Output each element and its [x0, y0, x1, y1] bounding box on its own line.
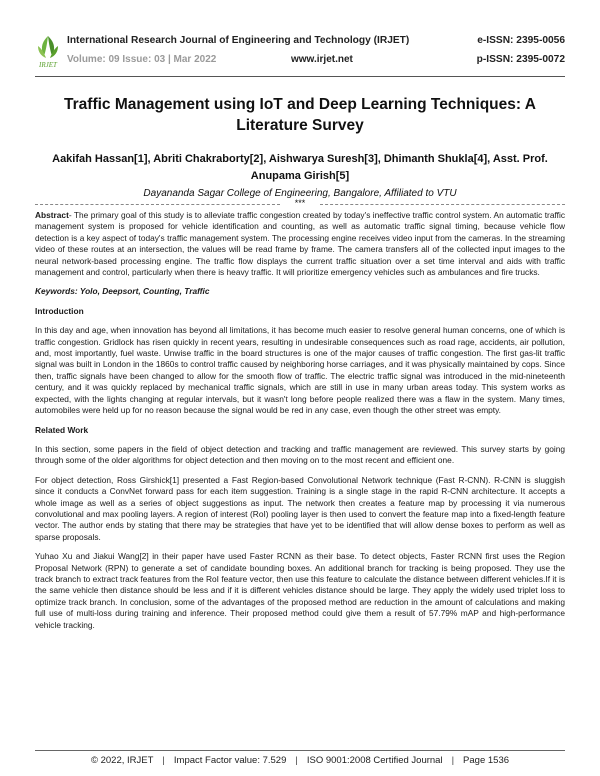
- keywords: Keywords: Yolo, Deepsort, Counting, Traffic: [35, 286, 210, 297]
- header-divider: [35, 76, 565, 77]
- related-work-heading: Related Work: [35, 424, 89, 435]
- footer-impact-factor: Impact Factor value: 7.529: [173, 755, 287, 766]
- paper-title: Traffic Management using IoT and Deep Learning Techniques: A Literature Survey: [64, 96, 536, 134]
- journal-header: [35, 32, 565, 72]
- p-issn: p-ISSN: 2395-0072: [476, 54, 565, 65]
- related-work-paragraph-1: In this section, some papers in the field of object detection and tracking and traffic management are reviewed. This survey starts by going through some of the older algorithms for object detection and then moving on to the most recent and efficient one.: [35, 443, 565, 466]
- volume-issue: Volume: 09 Issue: 03 | Mar 2022: [67, 54, 217, 65]
- journal-name: International Research Journal of Engineering and Technology (IRJET): [67, 35, 410, 46]
- separator-dash-right: [320, 204, 565, 205]
- page-footer: © 2022, IRJET | Impact Factor value: 7.529 | ISO 9001:2008 Certified Journal | Page 1536: [90, 755, 510, 766]
- section-separator: [35, 199, 565, 209]
- related-work-paragraph-3: Yuhao Xu and Jiakui Wang[2] in their paper have used Faster RCNN as their base. To detect objects, Faster RCNN first uses the Region Proposal Network (RPN) to generate a set of candidate bounding boxes. An additional branch for tracking is being proposed. They use the track branch to extract track features from the RoI feature vector, then use this feature to calculate the distance between different vehicles.If it is the same vehicle then distance should be less and if it is different vehicles distance should be large. They apply the widely used triplet loss to optimize track branch. In conclusion, some of the advantages of the proposed method are reduction in the amount of calculations and making full use of multi-loss during training and inference. Their proposed method could give them a result of 57.79% mAP and high-performance vehicle tracking.: [35, 551, 565, 630]
- separator-stars: ***: [294, 198, 306, 208]
- irjet-logo-icon: [35, 34, 61, 70]
- svg-text:IRJET: IRJET: [39, 61, 57, 69]
- paper-authors: [30, 151, 570, 185]
- footer-page-number: Page 1536: [463, 755, 510, 766]
- separator-dash-left: [35, 204, 280, 205]
- related-work-paragraph-2: For object detection, Ross Girshick[1] presented a Fast Region-based Convolutional Network technique (Fast R-CNN). R-CNN is sluggish since it conducts a ConvNet forward pass for each item suggestion. Training is a single stage in the rapid R-CNN architecture. It accepts a whole image as well as a series of object suggestions as input. The network then creates a feature map by processing it via numerous convolutional and max pooling layers. A region of interest (RoI) pooling layer is then used to convert the feature map into a fixed-length feature vector. The author ends by stating that there may be strategies that have yet to be identified that will allow dense boxes to perform as well as sparse proposals.: [35, 474, 565, 542]
- abstract-label: Abstract: [35, 210, 69, 220]
- footer-copyright: © 2022, IRJET: [90, 755, 154, 766]
- introduction-paragraph: In this day and age, when innovation has beyond all limitations, it has become much easier to resolve general human concerns, one of which is traffic congestion. Gridlock has risen quickly in recent years, resulting in undesirable consequences such as road rage, accidents, air pollution, and, most importantly, fuel waste. Unwise traffic in the board structures is one of the major causes of traffic congestion. The first gas-lit traffic signal was built in London in the 1860s to control traffic caused by neighboring horse carriages, and it was physically maintained by cops. Since then, traffic signals have been changed to allow for the smooth flow of traffic. The electric traffic signal was introduced in the mid-nineteenth century, and it was quickly replaced by mechanical traffic signals, which are still in use in many urban areas today. This system works as expected, with the lights changing at regular intervals, but it wasn't long before people realized there was a flaw in the system. Many times, automobiles were held up for no reason because the signal would be red in any case, even though the other street was empty.: [35, 325, 565, 416]
- introduction-heading: Introduction: [35, 305, 84, 316]
- abstract-text: - The primary goal of this study is to alleviate traffic congestion created by today's ineffective traffic control system. An automatic traffic management system is proposed for vehicle identification and counting, as well as automatic traffic signal timing, because vehicle flow detection is a key aspect of today's traffic management system. The processing engine receives video input from the cameras. In the streaming video of these routes at an intersection, the values will be read frame by frame. The camera transfers all of the collected input images to the neural network-based processing engine. The traffic flow displays the current traffic situation over a set time interval and aids with traffic management and control, particularly when there is heavy traffic. It will prioritize emergency vehicles such as ambulances and fire trucks.: [35, 210, 565, 278]
- paper-body: [35, 210, 565, 639]
- e-issn: e-ISSN: 2395-0056: [477, 35, 565, 46]
- footer-divider: [35, 750, 565, 751]
- abstract: [35, 210, 565, 278]
- journal-website-link[interactable]: www.irjet.net: [291, 54, 353, 65]
- affiliation: Dayananda Sagar College of Engineering, Bangalore, Affiliated to VTU: [143, 188, 457, 199]
- footer-iso: ISO 9001:2008 Certified Journal: [306, 755, 443, 766]
- authors-text: Aakifah Hassan[1], Abriti Chakraborty[2], Aishwarya Suresh[3], Dhimanth Shukla[4], Asst. Prof. Anupama Girish[5]: [52, 153, 548, 182]
